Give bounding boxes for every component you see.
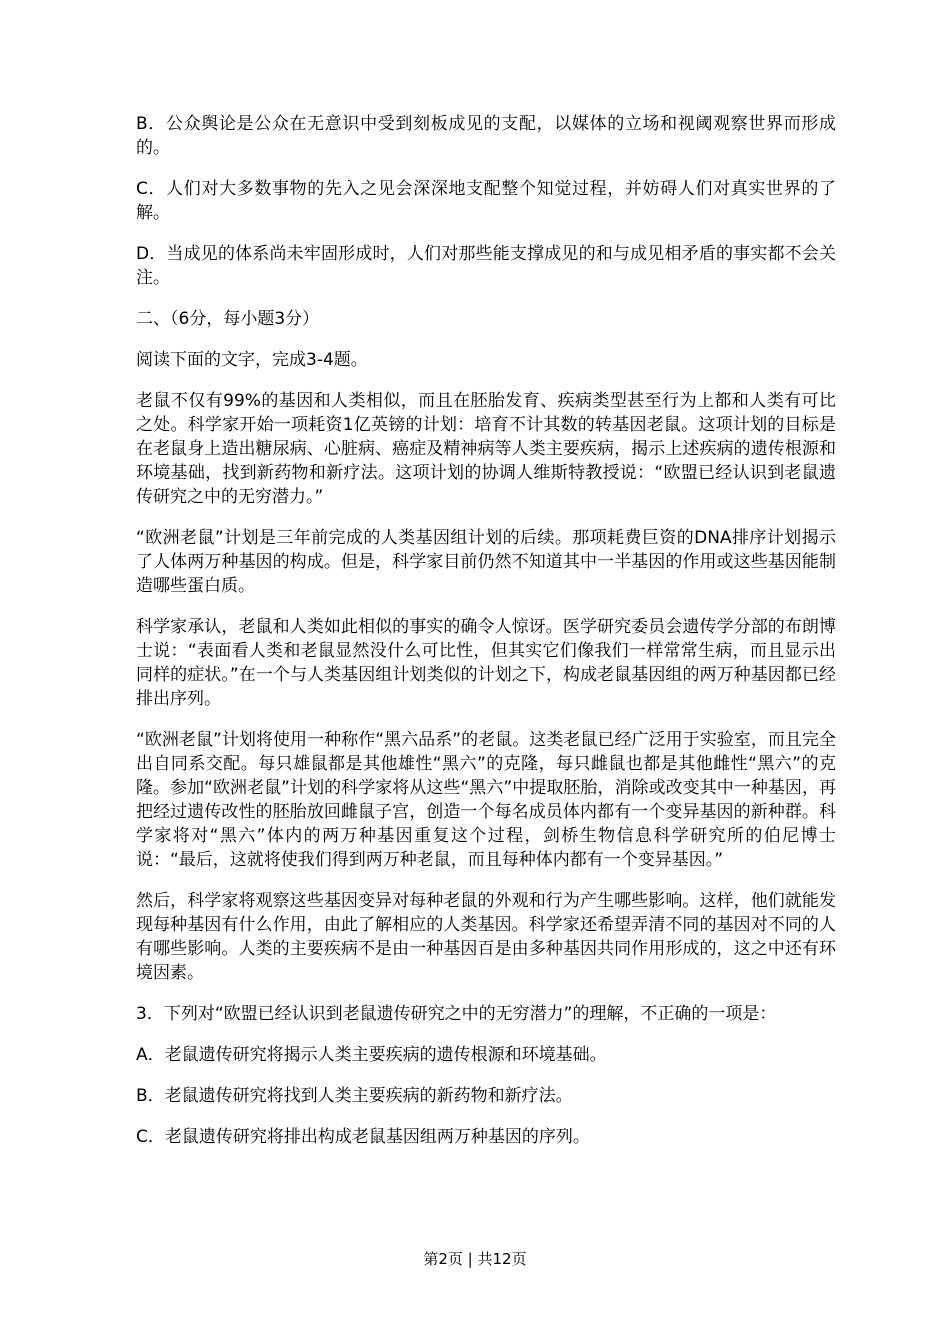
passage-paragraph-1: 老鼠不仅有99%的基因和人类相似，而且在胚胎发育、疾病类型甚至行为上都和人类有可比之处。科学家开始一项耗资1亿英镑的计划：培育不计其数的转基因老鼠。这项计划的目标是在老鼠身上造出糖尿病、心脏病、癌症及精神病等人类主要疾病，揭示上述疾病的遗传根源和环境基础，找到新药物和新疗法。这项计划的协调人维斯特教授说：“欧盟已经认识到老鼠遗传研究之中的无穷潜力。” [136, 391, 836, 507]
option-d-previous-question: D．当成见的体系尚未牢固形成时，人们对那些能支撑成见的和与成见相矛盾的事实都不会关注。 [136, 244, 836, 288]
section-heading: 二、（6分，每小题3分） [136, 309, 320, 329]
question-3-stem: 3．下列对“欧盟已经认识到老鼠遗传研究之中的无穷潜力”的理解，不正确的一项是： [136, 1004, 777, 1024]
page-footer: 第2页 | 共12页 [423, 1250, 527, 1268]
passage-paragraph-5: 然后，科学家将观察这些基因变异对每种老鼠的外观和行为产生哪些影响。这样，他们就能发现每种基因有什么作用，由此了解相应的人类基因。科学家还希望弄清不同的基因对不同的人有哪些影响。人类的主要疾病不是由一种基因百是由多种基因共同作用形成的，这之中还有环境因素。 [136, 891, 836, 983]
option-b-previous-question: B．公众舆论是公众在无意识中受到刻板成见的支配，以媒体的立场和视阈观察世界而形成的。 [136, 114, 836, 158]
passage-paragraph-3: 科学家承认，老鼠和人类如此相似的事实的确令人惊讶。医学研究委员会遗传学分部的布朗博士说：“表面看人类和老鼠显然没什么可比性，但其实它们像我们一样常常生病，而且显示出同样的症状。”在一个与人类基因组计划类似的计划之下，构成老鼠基因组的两万种基因都已经排出序列。 [136, 617, 836, 709]
page-content [136, 112, 836, 1166]
reading-instruction: 阅读下面的文字，完成3-4题。 [136, 350, 368, 370]
passage-paragraph-2: “欧洲老鼠”计划是三年前完成的人类基因组计划的后续。那项耗费巨资的DNA排序计划揭示了人体两万种基因的构成。但是，科学家目前仍然不知道其中一半基因的作用或这些基因能制造哪些蛋白质。 [136, 528, 836, 596]
option-c-previous-question: C．人们对大多数事物的先入之见会深深地支配整个知觉过程，并妨碍人们对真实世界的了解。 [136, 179, 836, 223]
passage-paragraph-4: “欧洲老鼠”计划将使用一种称作“黑六品系”的老鼠。这类老鼠已经广泛用于实验室，而且完全出自同系交配。每只雄鼠都是其他雄性“黑六”的克隆，每只雌鼠也都是其他雌性“黑六”的克隆。参加“欧洲老鼠”计划的科学家将从这些“黑六”中提取胚胎，消除或改变其中一种基因，再把经过遗传改性的胚胎放回雌鼠子宫，创造一个每名成员体内都有一个变异基因的新种群。科学家将对“黑六”体内的两万种基因重复这个过程，剑桥生物信息科学研究所的伯尼博士说：“最后，这就将使我们得到两万种老鼠，而且每种体内都有一个变异基因。” [136, 730, 836, 870]
question-3-option-a: A．老鼠遗传研究将揭示人类主要疾病的遗传根源和环境基础。 [136, 1045, 607, 1065]
question-3-option-c: C．老鼠遗传研究将排出构成老鼠基因组两万种基因的序列。 [136, 1127, 590, 1147]
question-3-option-b: B．老鼠遗传研究将找到人类主要疾病的新药物和新疗法。 [136, 1086, 573, 1106]
